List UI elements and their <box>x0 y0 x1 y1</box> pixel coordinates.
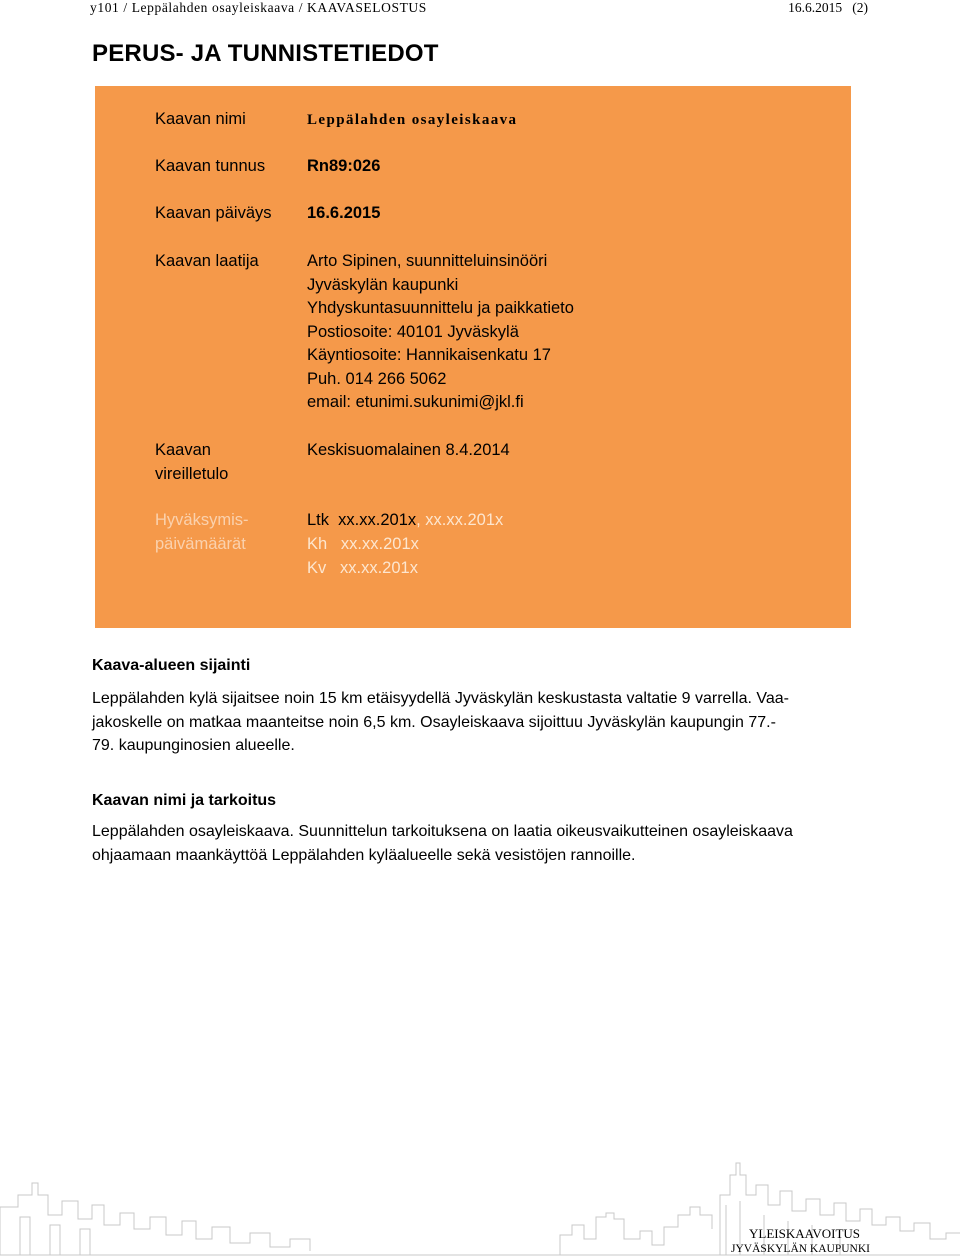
paragraph-line: 79. kaupunginosien alueelle. <box>92 737 295 754</box>
label-kaavan-paivays: Kaavan päiväys <box>155 204 272 222</box>
value-kaavan-tunnus: Rn89:026 <box>307 157 381 175</box>
laatija-name: Arto Sipinen, suunnitteluinsinööri <box>307 252 548 270</box>
laatija-organization: Jyväskylän kaupunki <box>307 275 459 294</box>
section-heading-tarkoitus: Kaavan nimi ja tarkoitus <box>92 792 277 809</box>
paragraph-line: Leppälahden kylä sijaitsee noin 15 km etäisyydellä Jyväskylän keskustasta valtatie 9 varrella. Vaa- <box>92 690 789 707</box>
label-kaavan-laatija: Kaavan laatija <box>155 252 259 270</box>
label-kaavan-nimi: Kaavan nimi <box>155 110 246 128</box>
ltk-date: Ltk xx.xx.201x <box>307 511 417 529</box>
paragraph-line: Leppälahden osayleiskaava. Suunnittelun tarkoituksena on laatia oikeusvaikutteinen osayleiskaava <box>92 823 793 840</box>
header-breadcrumb: y101 / Leppälahden osayleiskaava / KAAVASELOSTUS <box>90 0 427 15</box>
info-box <box>95 86 851 628</box>
value-kaavan-paivays: 16.6.2015 <box>307 204 381 222</box>
header-date-page: 16.6.2015 (2) <box>788 0 868 15</box>
footer-department: YLEISKAAVOITUS <box>749 1226 860 1241</box>
ltk-date-2: , xx.xx.201x <box>416 511 504 529</box>
laatija-visiting-address: Käyntiosoite: Hannikaisenkatu 17 <box>307 346 551 364</box>
section-heading-sijainti: Kaava-alueen sijainti <box>92 657 251 674</box>
laatija-phone: Puh. 014 266 5062 <box>307 369 447 388</box>
label-hyvaksymis-2: päivämäärät <box>155 535 246 553</box>
footer-city: JYVÄSKYLÄN KAUPUNKI <box>731 1243 870 1255</box>
laatija-postal-address: Postiosoite: 40101 Jyväskylä <box>307 322 519 341</box>
page-title: PERUS- JA TUNNISTETIEDOT <box>92 40 439 67</box>
value-vireilletulo: Keskisuomalainen 8.4.2014 <box>307 441 510 459</box>
paragraph-line: ohjaamaan maankäyttöä Leppälahden kyläalueelle sekä vesistöjen rannoille. <box>92 846 636 864</box>
value-ltk <box>307 509 503 533</box>
section-paragraph-sijainti <box>92 687 882 758</box>
label-vireilletulo-1: Kaavan <box>155 441 211 459</box>
laatija-email: email: etunimi.sukunimi@jkl.fi <box>307 393 524 411</box>
label-kaavan-tunnus: Kaavan tunnus <box>155 157 266 175</box>
laatija-department: Yhdyskuntasuunnittelu ja paikkatieto <box>307 299 574 317</box>
section-paragraph-tarkoitus <box>92 820 882 867</box>
paragraph-line: jakoskelle on matkaa maanteitse noin 6,5 km. Osayleiskaava sijoittuu Jyväskylän kaupungin 77.- <box>92 713 776 731</box>
label-hyvaksymis-1: Hyväksymis- <box>155 511 249 529</box>
value-kv: Kv xx.xx.201x <box>307 559 418 577</box>
label-vireilletulo-2: vireilletulo <box>155 465 229 483</box>
value-kaavan-nimi: Leppälahden osayleiskaava <box>307 112 518 128</box>
value-kh: Kh xx.xx.201x <box>307 535 419 553</box>
